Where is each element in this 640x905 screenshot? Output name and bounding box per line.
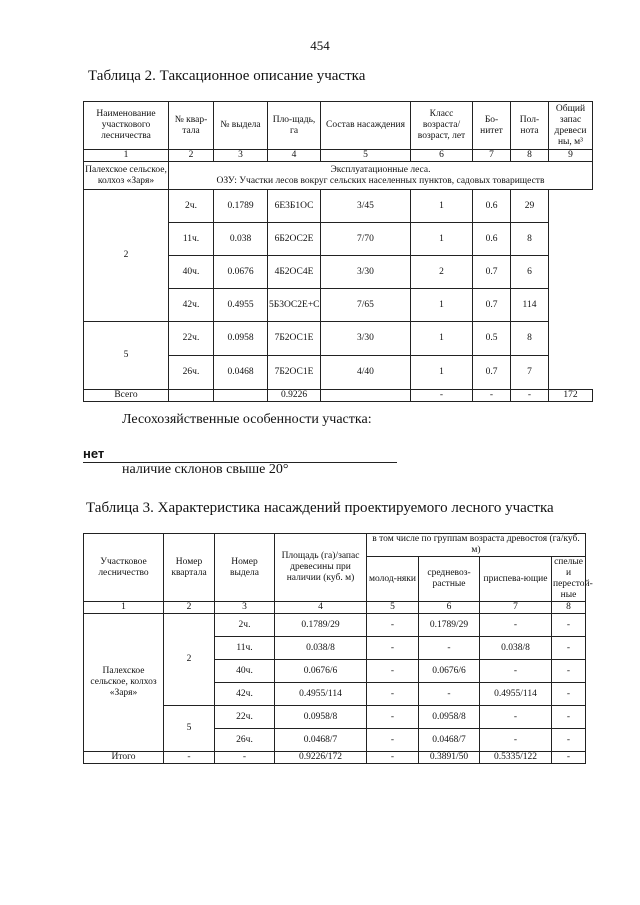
table-cell: 0.7 [473,256,511,289]
table-cell: 11ч. [215,637,275,660]
table-cell: - [419,637,480,660]
column-header: Наименование участкового лесничества [84,102,169,150]
table-cell: Итого [84,752,164,764]
table-cell: 0.0676 [214,256,268,289]
table-cell: 0.6 [473,223,511,256]
table-cell: 114 [511,289,549,322]
table-cell: - [367,637,419,660]
column-number: 8 [511,150,549,162]
column-number: 9 [549,150,593,162]
table3-title: Таблица 3. Характеристика насаждений проектируемого лесного участка [86,500,554,516]
table-cell: - [480,660,552,683]
table-cell [214,390,268,402]
column-header: средневоз-растные [419,557,480,602]
column-header: Состав насаждения [321,102,411,150]
table-cell: - [367,660,419,683]
total-row [84,752,586,764]
table-cell: - [552,614,586,637]
kvartal-cell: 5 [164,706,215,752]
table-cell: - [552,729,586,752]
table-cell: 8 [511,322,549,356]
table-cell: - [480,706,552,729]
column-header: Площадь (га)/запас древесины при наличии (куб. м) [275,534,367,602]
column-header: Номер выдела [215,534,275,602]
table-cell: 1 [411,356,473,390]
table-cell: 5Б3ОС2Е+С [268,289,321,322]
table-cell: 0.7 [473,289,511,322]
table-cell: 0.038/8 [480,637,552,660]
table-cell: 40ч. [169,256,214,289]
table-cell: 11ч. [169,223,214,256]
table-cell: 0.1789/29 [275,614,367,637]
table-cell: 0.5335/122 [480,752,552,764]
forestry-cell: Палехское сельское, колхоз «Заря» [84,162,169,190]
table-cell: 3/45 [321,190,411,223]
table-cell: - [419,683,480,706]
table-cell: 7Б2ОС1Е [268,356,321,390]
table-cell: 2 [411,256,473,289]
table-cell: 0.5 [473,322,511,356]
table-cell: - [367,614,419,637]
total-row [84,390,593,402]
table-cell: 0.7 [473,356,511,390]
table-cell: 0.1789 [214,190,268,223]
table-cell: 0.038 [214,223,268,256]
group-header: в том числе по группам возраста древостоя (га/куб. м) [367,534,586,557]
table-cell: Всего [84,390,169,402]
kvartal-cell: 5 [84,322,169,390]
column-header: Пло-щадь, га [268,102,321,150]
table-cell: 0.0468/7 [275,729,367,752]
table-cell: 7Б2ОС1Е [268,322,321,356]
table-cell: 0.4955/114 [275,683,367,706]
column-number: 1 [84,602,164,614]
table-cell: 22ч. [215,706,275,729]
table-cell: 0.1789/29 [419,614,480,637]
table-cell: - [552,683,586,706]
table-cell [169,390,214,402]
table-cell: 0.038/8 [275,637,367,660]
column-number: 5 [367,602,419,614]
column-header: Участковое лесничество [84,534,164,602]
table-cell: 6 [511,256,549,289]
column-header: молод-няки [367,557,419,602]
table-cell: 0.6 [473,190,511,223]
column-header: № выдела [214,102,268,150]
column-number: 3 [214,150,268,162]
column-number: 6 [419,602,480,614]
table-cell: 2ч. [215,614,275,637]
table-cell: - [480,729,552,752]
table-cell: 0.0958/8 [419,706,480,729]
table-cell: - [552,637,586,660]
column-header: Номер квартала [164,534,215,602]
table-cell: 3/30 [321,322,411,356]
stands-table [83,533,593,764]
table-cell: 0.4955/114 [480,683,552,706]
table-cell: 1 [411,289,473,322]
features-title: Лесохозяйственные особенности участка: [122,412,372,427]
table-cell: - [164,752,215,764]
table-cell: 0.4955 [214,289,268,322]
table-cell: - [367,752,419,764]
table-cell: - [367,729,419,752]
column-number: 7 [480,602,552,614]
section-header: Эксплуатационные леса. ОЗУ: Участки лесов вокруг сельских населенных пунктов, садовых товариществ [169,162,593,190]
table-cell: 7/70 [321,223,411,256]
column-header: Класс возраста/ возраст, лет [411,102,473,150]
table-cell [321,390,411,402]
table-cell: 2ч. [169,190,214,223]
column-number: 4 [275,602,367,614]
table-cell: 0.0676/6 [419,660,480,683]
taxation-table [83,101,593,402]
table-cell: 0.9226/172 [275,752,367,764]
column-number: 4 [268,150,321,162]
table-cell: 42ч. [215,683,275,706]
table-cell: 26ч. [215,729,275,752]
table-cell: - [552,660,586,683]
table2-title: Таблица 2. Таксационное описание участка [88,68,366,84]
column-number: 2 [164,602,215,614]
table-cell: - [473,390,511,402]
column-header: Бо-нитет [473,102,511,150]
table-cell: 22ч. [169,322,214,356]
column-number: 5 [321,150,411,162]
column-number: 8 [552,602,586,614]
table-cell: - [367,706,419,729]
table-row [84,190,593,223]
table-cell: - [511,390,549,402]
column-header: спелые и перестой-ные [553,557,593,600]
table-cell: 26ч. [169,356,214,390]
table-cell: 0.0468/7 [419,729,480,752]
table-cell: 0.0468 [214,356,268,390]
table-cell: 1 [411,223,473,256]
column-header: № квар-тала [169,102,214,150]
table-cell: 29 [511,190,549,223]
table-row [84,614,586,637]
column-header: приспева-ющие [480,557,552,602]
features-value: нет [83,446,105,461]
table-cell: 6Б2ОС2Е [268,223,321,256]
table-cell: - [552,752,586,764]
table-cell: 7 [511,356,549,390]
table-cell: 8 [511,223,549,256]
table-cell: 6Е3Б1ОС [268,190,321,223]
slopes-note: наличие склонов свыше 20° [122,462,289,477]
column-number: 1 [84,150,169,162]
table-cell: - [215,752,275,764]
table-cell: - [367,683,419,706]
kvartal-cell: 2 [164,614,215,706]
table-cell: 3/30 [321,256,411,289]
column-number: 6 [411,150,473,162]
column-number: 2 [169,150,214,162]
column-header: Общий запас древеси ны, м³ [549,102,593,150]
table-cell: 7/65 [321,289,411,322]
kvartal-cell: 2 [84,190,169,322]
page-number: 454 [310,38,330,53]
table-cell: 4/40 [321,356,411,390]
table-cell: 0.3891/50 [419,752,480,764]
table-row [84,322,593,356]
forestry-cell: Палехское сельское, колхоз «Заря» [84,614,164,752]
table-cell: 0.0958/8 [275,706,367,729]
column-number: 3 [215,602,275,614]
table-cell: 4Б2ОС4Е [268,256,321,289]
table-cell: 0.0958 [214,322,268,356]
table-cell: - [411,390,473,402]
table-cell: - [480,614,552,637]
table-cell: 1 [411,190,473,223]
table-cell: 0.0676/6 [275,660,367,683]
table-cell: 42ч. [169,289,214,322]
table-cell: - [552,706,586,729]
table-cell: 40ч. [215,660,275,683]
table-cell: 172 [549,390,593,402]
column-header: Пол-нота [511,102,549,150]
column-number: 7 [473,150,511,162]
table-cell: 1 [411,322,473,356]
table-cell: 0.9226 [268,390,321,402]
